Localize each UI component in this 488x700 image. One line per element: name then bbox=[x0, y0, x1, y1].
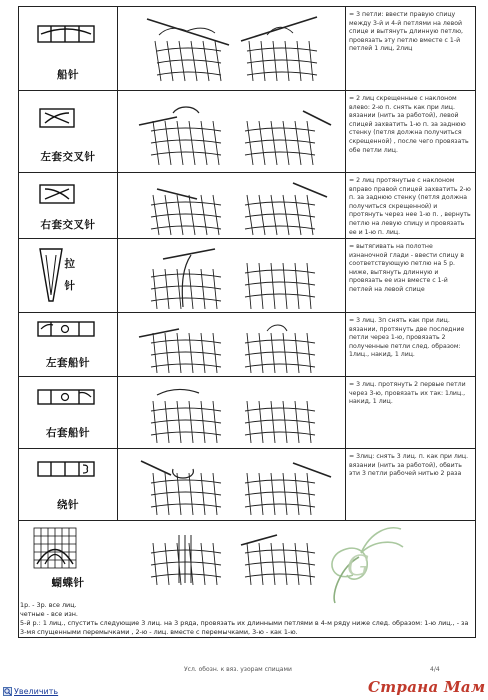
svg-text:G: G bbox=[347, 549, 370, 582]
illustration-cell bbox=[117, 173, 346, 238]
magnifier-icon bbox=[3, 687, 12, 696]
enlarge-label[interactable]: Увеличить bbox=[14, 687, 59, 696]
description: = 3 лиц. 3п снять как при лиц. вязании, протянуть две последние петли через 1-ю, провязать 2 полученные петли след. образом: 1лиц., накид, 1 лиц. bbox=[349, 317, 465, 359]
chinese-label: 左套船针 bbox=[46, 357, 90, 369]
description: = 2 лиц скрещенные с наклоном влево: 2-ю п. снять как при лиц. вязании (нить за работой), левой спицей захватить 1-ю п. за заднюю стенку (петля должна получиться скрещенной) , после чего провязать обе петли лиц. bbox=[349, 95, 469, 154]
footer-title: Усл. обозн. к вяз. узорам спицами bbox=[184, 666, 292, 673]
symbol-cell bbox=[19, 239, 118, 312]
table-row bbox=[19, 91, 475, 173]
table-row bbox=[19, 377, 475, 449]
description: = 3 лиц. протянуть 2 первые петли через 3-ю, провязать их так: 1лиц., накид, 1 лиц. bbox=[349, 381, 466, 406]
stitch-symbol-icon bbox=[37, 459, 97, 481]
knitting-illustration bbox=[117, 11, 345, 89]
symbol-cell bbox=[19, 449, 118, 520]
symbol-cell bbox=[19, 7, 118, 90]
enlarge-link[interactable] bbox=[3, 687, 58, 696]
table-row bbox=[19, 521, 475, 601]
stitch-symbol-icon bbox=[39, 181, 99, 207]
stitch-symbol-icon bbox=[37, 21, 97, 47]
stitch-symbol-icon bbox=[37, 387, 97, 409]
note-line: четные - все изн. bbox=[20, 610, 78, 618]
table-row bbox=[19, 449, 475, 521]
illustration-cell bbox=[117, 91, 346, 172]
stitch-chart-icon bbox=[33, 527, 77, 569]
site-watermark: Страна Мам bbox=[368, 678, 486, 696]
chinese-label: 船针 bbox=[57, 69, 79, 81]
illustration-cell bbox=[117, 377, 346, 448]
symbol-cell bbox=[19, 173, 118, 238]
chinese-label: 左套交叉针 bbox=[40, 151, 96, 163]
description: = 3лиц: снять 3 лиц. п. как при лиц. вязании (нить за работой), обвить эти 3 петли рабочей нитью 2 раза bbox=[349, 453, 469, 478]
table-row bbox=[19, 313, 475, 377]
illustration-cell bbox=[117, 7, 346, 90]
knitting-illustration bbox=[117, 177, 345, 238]
table-row bbox=[19, 7, 475, 91]
knitting-illustration bbox=[117, 243, 345, 312]
page-number: 4/4 bbox=[430, 666, 440, 673]
description: = 2 лиц протянутые с наклоном вправо правой спицей захватить 2-ю п. за заднюю стенку (петля должна получиться скрещенной) и протянуть через нее 1-ю п. , вернуть петлю на левую спицу и провязать ее и 1-ю п. лиц. bbox=[349, 177, 471, 236]
description: = 3 петли: ввести правую спицу между 3-й и 4-й петлями на левой спице и вытянуть длинную петлю, провязать эту петлю вместе с 1-й петлей 1 лиц, 2лиц bbox=[349, 11, 463, 53]
symbol-table bbox=[18, 6, 476, 638]
knitting-illustration bbox=[117, 381, 345, 447]
symbol-cell bbox=[19, 313, 118, 376]
illustration-cell bbox=[117, 239, 346, 312]
illustration-cell bbox=[117, 313, 346, 376]
knitting-illustration bbox=[117, 453, 345, 519]
knitting-illustration bbox=[117, 95, 345, 172]
symbol-cell bbox=[19, 521, 117, 601]
note-paragraph: 5-й р.: 1 лиц., спустить следующие 3 лиц. на 3 ряда, провязать их длинными петлями в 4-м ряду ниже след. образом: 1-ю лиц., - за 3-мя спущенными перемычками , 2-ю - лиц. вместе с перемычками, 3-ю - как 1-ю. bbox=[20, 619, 469, 636]
chinese-label: 绕针 bbox=[57, 499, 79, 511]
note-line: 1р. - 3р. все лиц. bbox=[20, 601, 77, 609]
chinese-label: 蝴蝶针 bbox=[51, 577, 85, 589]
knitting-illustration bbox=[117, 317, 345, 376]
chinese-label: 拉针 bbox=[64, 258, 76, 292]
symbol-cell bbox=[19, 377, 118, 448]
table-row bbox=[19, 239, 475, 313]
stitch-symbol-icon bbox=[39, 105, 99, 131]
chinese-label: 右套船针 bbox=[46, 427, 90, 439]
dragonfly-logo-icon bbox=[311, 523, 411, 613]
table-row bbox=[19, 173, 475, 239]
description: = вытягивать на полотне изнаночной глади - ввести спицу в соответствующую петлю на 5 р. ниже, вытянуть длинную и провязать ее изн вместе с 1-й петлей на левой спице bbox=[349, 243, 464, 293]
chinese-label: 右套交叉针 bbox=[40, 219, 96, 231]
symbol-cell bbox=[19, 91, 118, 172]
illustration-cell bbox=[117, 449, 346, 520]
stitch-symbol-icon bbox=[37, 319, 97, 341]
